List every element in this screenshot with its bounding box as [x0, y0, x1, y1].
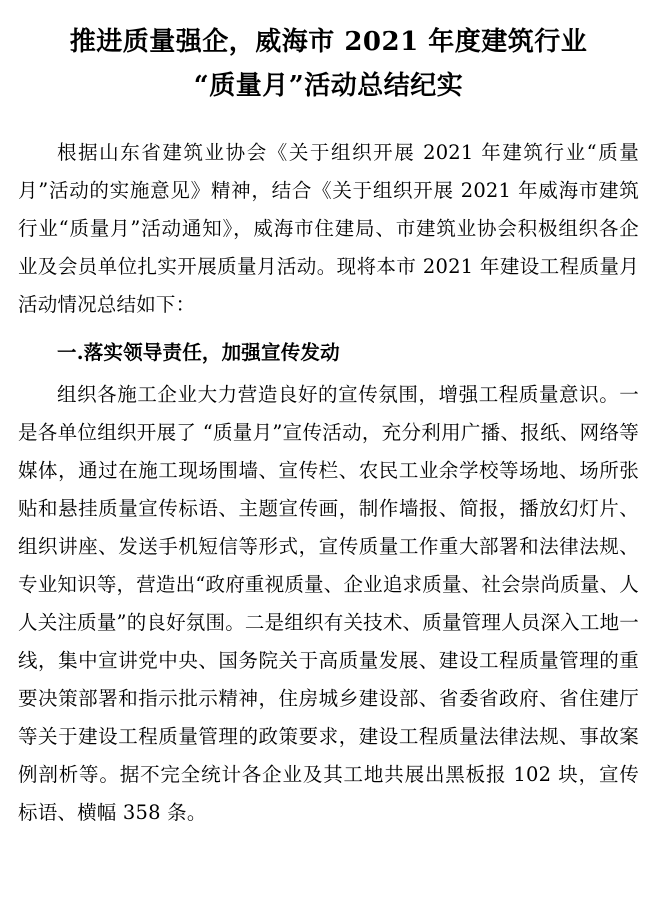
- page-title-line-2: “质量月”活动总结纪实: [193, 71, 464, 101]
- intro-paragraph: 根据山东省建筑业协会《关于组织开展 2021 年建筑行业“质量月”活动的实施意见》精神，结合《关于组织开展 2021 年威海市建筑行业“质量月”活动通知》，威海市住建局、市建筑业协会积极组织各企业及会员单位扎实开展质量月活动。现将本市 2021 年建设工程质量月活动情况总结如下：: [18, 141, 639, 316]
- page-title: [18, 20, 639, 108]
- section-heading-one: 一.落实领导责任，加强宣传发动: [57, 341, 340, 364]
- section-one-paragraph: 组织各施工企业大力营造良好的宣传氛围，增强工程质量意识。一是各单位组织开展了 “质量月”宣传活动，充分利用广播、报纸、网络等媒体，通过在施工现场围墙、宣传栏、农民工业余学校等场地、场所张贴和悬挂质量宣传标语、主题宣传画，制作墙报、简报，播放幻灯片、组织讲座、发送手机短信等形式，宣传质量工作重大部署和法律法规、专业知识等，营造出“政府重视质量、企业追求质量、社会崇尚质量、人人关注质量”的良好氛围。二是组织有关技术、质量管理人员深入工地一线，集中宣讲党中央、国务院关于高质量发展、建设工程质量管理的重要决策部署和指示批示精神，住房城乡建设部、省委省政府、省住建厅等关于建设工程质量管理的政策要求，建设工程质量法律法规、事故案例剖析等。据不完全统计各企业及其工地共展出黑板报 102 块，宣传标语、横幅 358 条。: [18, 383, 639, 824]
- document-body: [18, 134, 639, 832]
- page-title-line-1: 推进质量强企，威海市 2021 年度建筑行业: [69, 27, 588, 57]
